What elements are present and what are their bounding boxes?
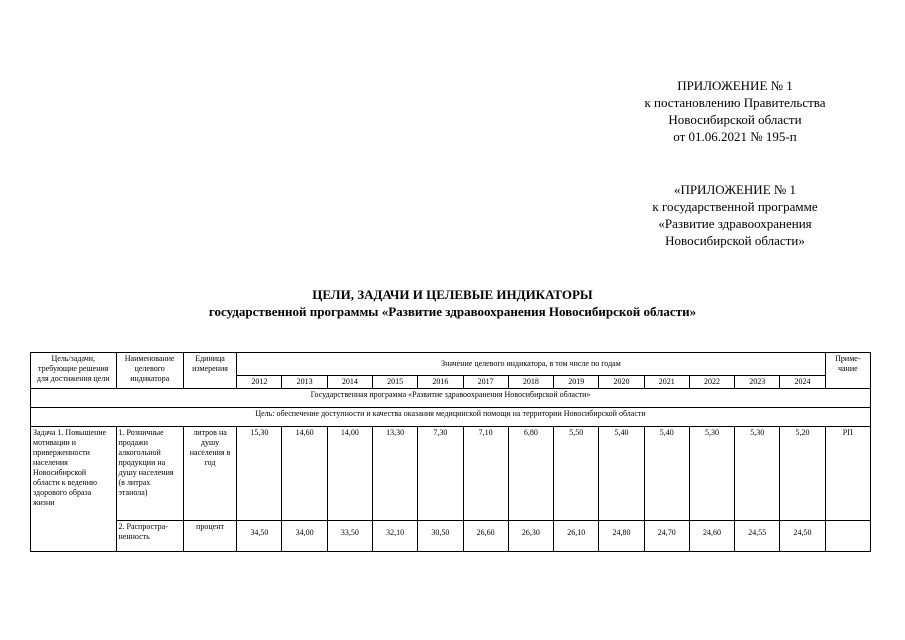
header-year: 2024 [780, 376, 825, 389]
value-cell: 24,80 [599, 521, 644, 552]
header-year: 2023 [735, 376, 780, 389]
indicator-cell: 1. Розничные продажи алкогольной продукции на душу населения (в литрах этанола) [116, 427, 183, 521]
value-cell: 5,20 [780, 427, 825, 521]
header-note: Приме-чание [825, 353, 870, 389]
value-cell: 34,50 [237, 521, 282, 552]
value-cell: 24,60 [689, 521, 734, 552]
value-cell: 26,10 [554, 521, 599, 552]
value-cell: 30,50 [418, 521, 463, 552]
value-cell: 14,00 [327, 427, 372, 521]
header-year: 2013 [282, 376, 327, 389]
note-cell: РП [825, 427, 870, 521]
value-cell: 32,10 [373, 521, 418, 552]
document-subtitle: государственной программы «Развитие здравоохранения Новосибирской области» [208, 304, 697, 319]
header-row-top [31, 353, 871, 376]
value-cell: 15,30 [237, 427, 282, 521]
value-cell: 5,50 [554, 427, 599, 521]
appendix-decree-line4: от 01.06.2021 № 195-п [673, 129, 797, 144]
appendix-program-line1: «ПРИЛОЖЕНИЕ № 1 [673, 182, 797, 197]
value-cell: 5,30 [689, 427, 734, 521]
program-row-label: Государственная программа «Развитие здравоохранения Новосибирской области» [31, 389, 871, 408]
unit-cell: литров на душу населения в год [183, 427, 236, 521]
appendix-decree-line1: ПРИЛОЖЕНИЕ № 1 [677, 78, 793, 93]
appendix-decree-line3: Новосибирской области [668, 112, 802, 127]
goal-row [31, 408, 871, 427]
header-year: 2017 [463, 376, 508, 389]
value-cell: 24,50 [780, 521, 825, 552]
goal-row-label: Цель: обеспечение доступности и качества оказания медицинской помощи на территории Новосибирской области [31, 408, 871, 427]
appendix-program-line3: «Развитие здравоохранения [658, 216, 812, 231]
value-cell: 24,55 [735, 521, 780, 552]
value-cell: 6,80 [508, 427, 553, 521]
header-unit: Единица измерения [183, 353, 236, 389]
table-row [31, 427, 871, 521]
appendix-decree-block [610, 77, 860, 145]
header-year: 2018 [508, 376, 553, 389]
value-cell: 7,10 [463, 427, 508, 521]
appendix-decree-line2: к постановлению Правительства [644, 95, 826, 110]
program-row [31, 389, 871, 408]
appendix-program-block [610, 181, 860, 249]
header-year: 2022 [689, 376, 734, 389]
indicator-cell: 2. Распростра-ненность [116, 521, 183, 552]
value-cell: 34,00 [282, 521, 327, 552]
value-cell: 5,30 [735, 427, 780, 521]
value-cell: 5,40 [599, 427, 644, 521]
header-year: 2014 [327, 376, 372, 389]
value-cell: 14,60 [282, 427, 327, 521]
header-indicator: Наименование целевого индикатора [116, 353, 183, 389]
table-row [31, 521, 871, 552]
header-year: 2019 [554, 376, 599, 389]
header-year: 2021 [644, 376, 689, 389]
value-cell: 5,40 [644, 427, 689, 521]
header-year: 2015 [373, 376, 418, 389]
note-cell [825, 521, 870, 552]
appendix-program-line4: Новосибирской области» [665, 233, 805, 248]
header-goal: Цель/задачи, требующие решения для достижения цели [31, 353, 117, 389]
value-cell: 7,30 [418, 427, 463, 521]
value-cell: 26,30 [508, 521, 553, 552]
value-cell: 26,60 [463, 521, 508, 552]
header-values-group: Значение целевого индикатора, в том числе по годам [237, 353, 825, 376]
unit-cell: процент [183, 521, 236, 552]
header-year: 2012 [237, 376, 282, 389]
indicators-table [30, 352, 871, 552]
value-cell: 33,50 [327, 521, 372, 552]
task-cell: Задача 1. Повышение мотивации и приверженности населения Новосибирской области к ведению здорового образа жизни [31, 427, 117, 552]
value-cell: 24,70 [644, 521, 689, 552]
appendix-program-line2: к государственной программе [652, 199, 818, 214]
value-cell: 13,30 [373, 427, 418, 521]
header-year: 2016 [418, 376, 463, 389]
header-year: 2020 [599, 376, 644, 389]
document-title: ЦЕЛИ, ЗАДАЧИ И ЦЕЛЕВЫЕ ИНДИКАТОРЫ [312, 287, 593, 302]
